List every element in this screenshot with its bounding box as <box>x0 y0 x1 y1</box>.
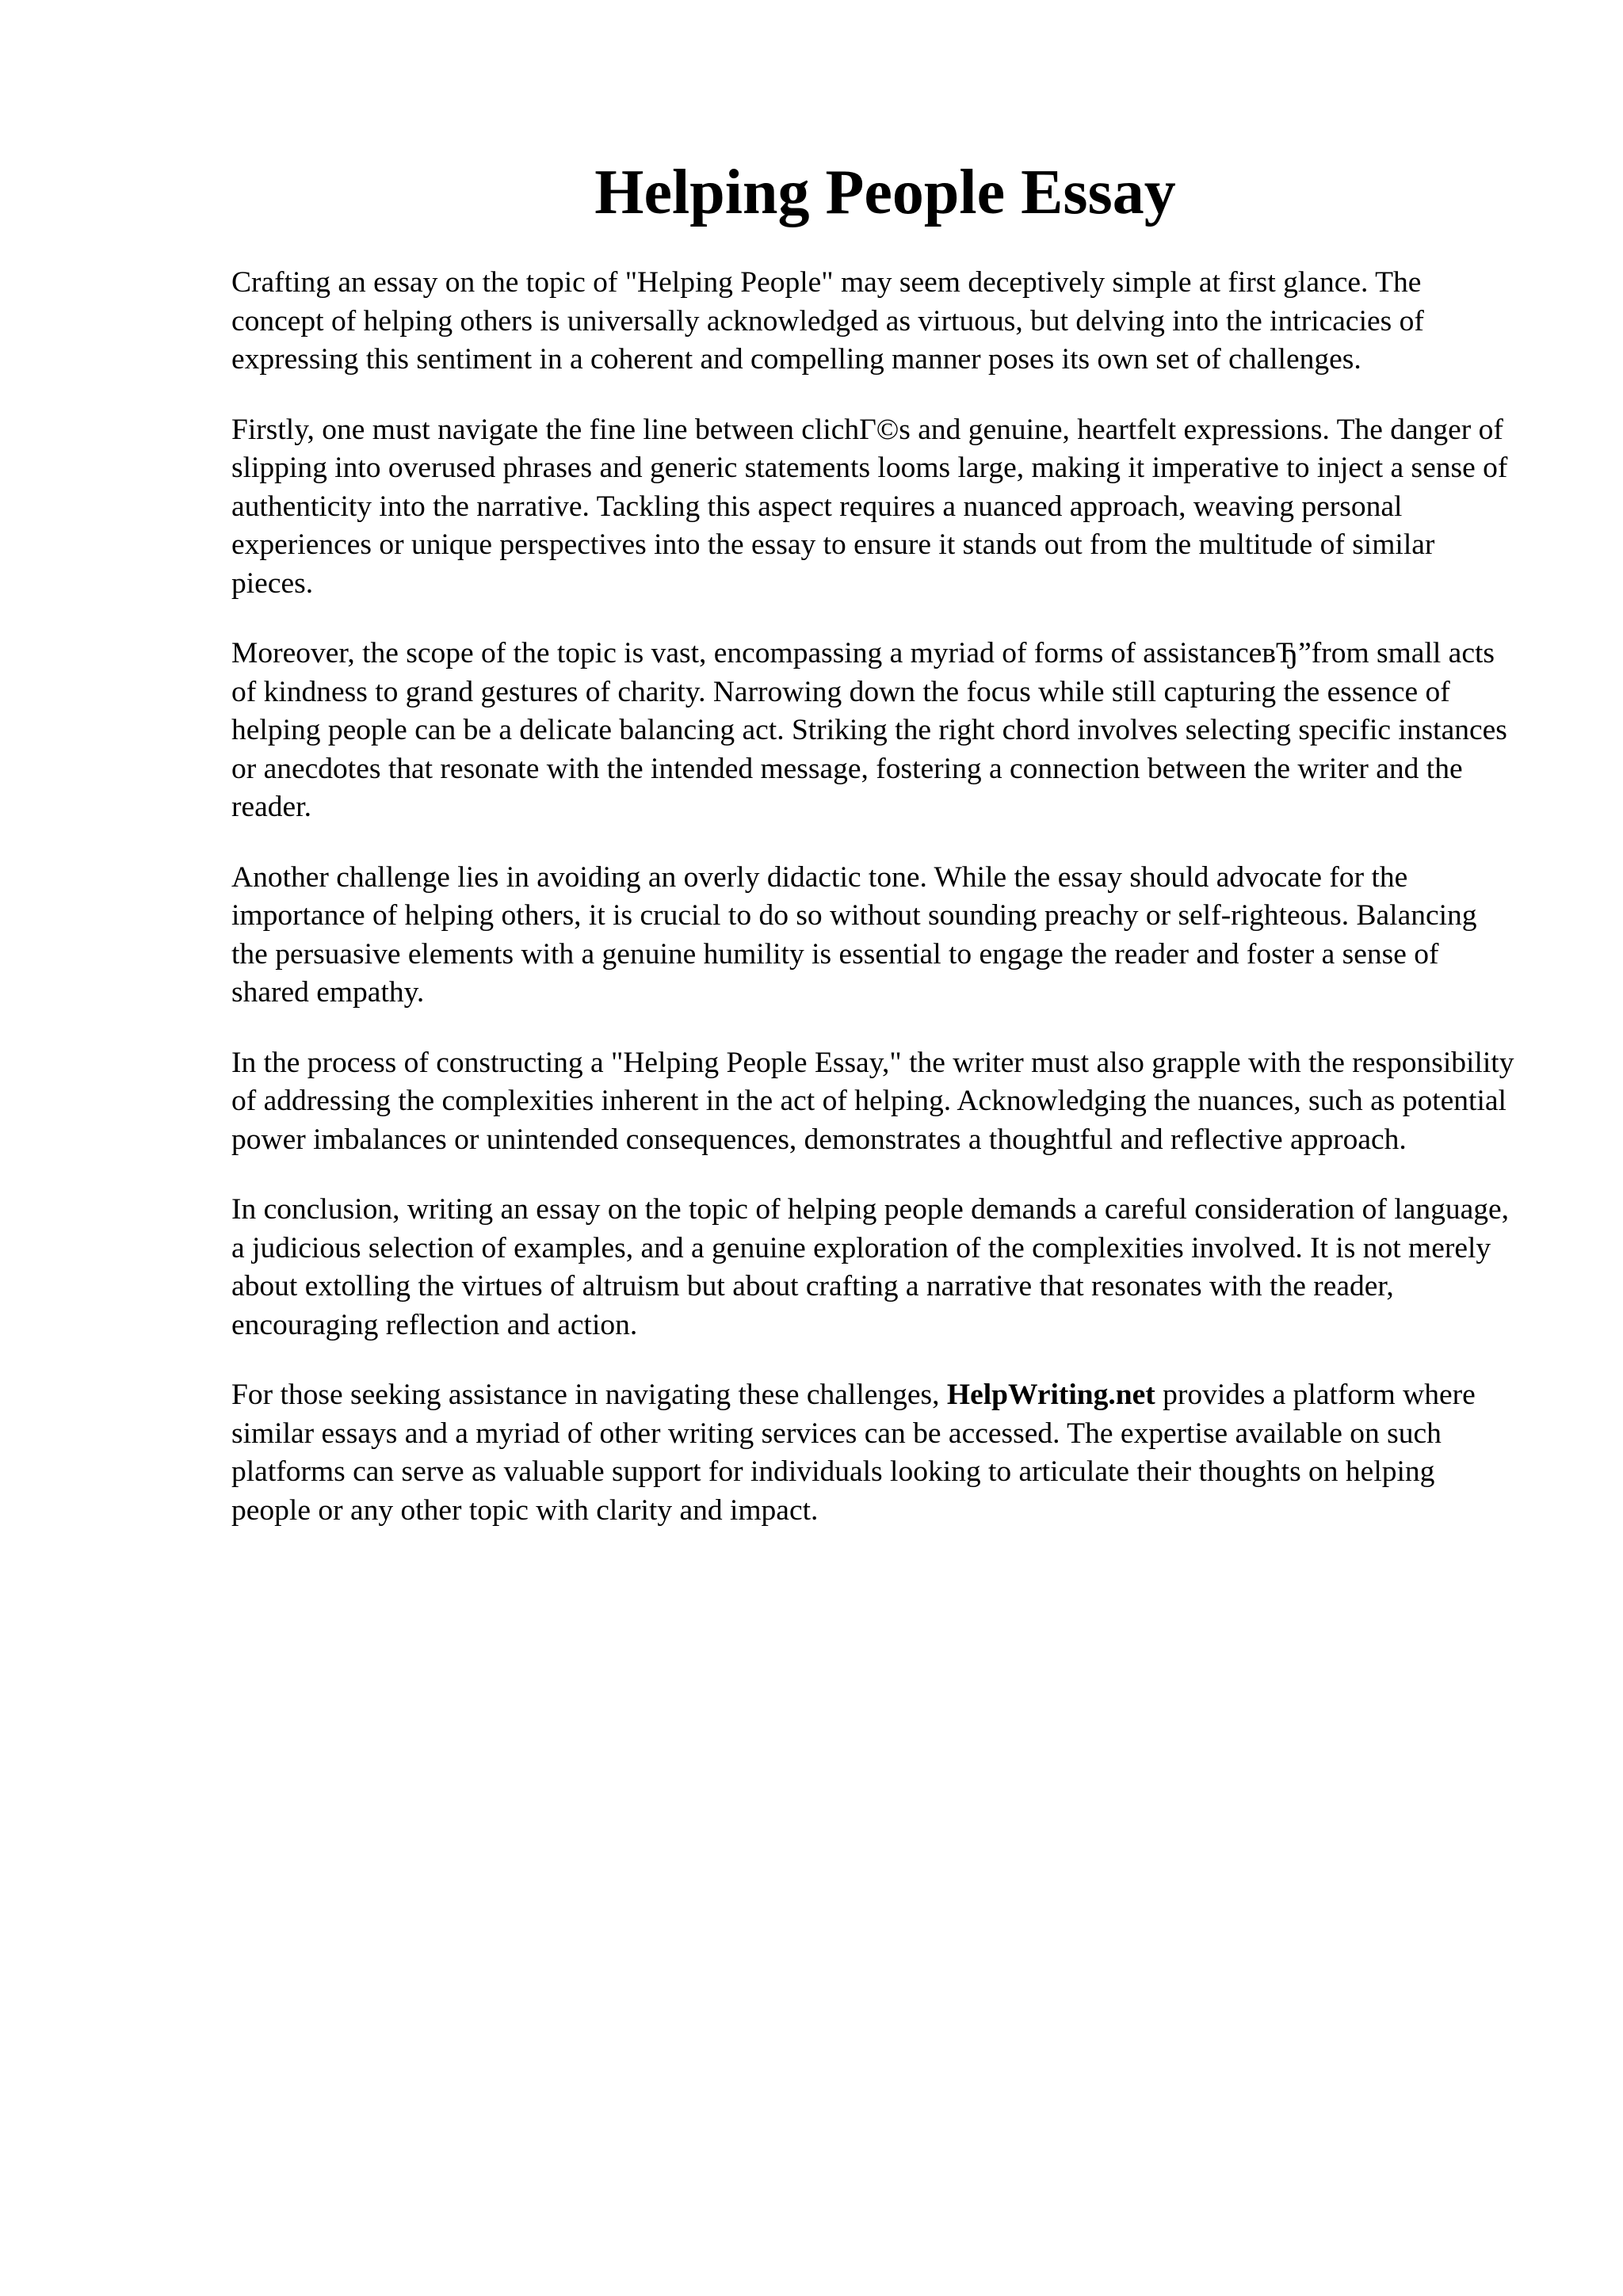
paragraph-closing <box>231 1376 1515 1530</box>
brand-link[interactable]: HelpWriting.net <box>946 1379 1155 1411</box>
closing-text-after: provides a platform where similar essays and a myriad of other writing services can be accessed. The expertise available on such platforms can serve as valuable support for individuals looking to articulate their thoughts on helping people or any other topic with clarity and impact. <box>231 1379 1476 1527</box>
paragraph-intro: Crafting an essay on the topic of "Helping People" may seem deceptively simple at first glance. The concept of helping others is universally acknowledged as virtuous, but delving into the intricacies of expressing this sentiment in a coherent and compelling manner poses its own set of challenges. <box>231 266 1424 376</box>
document-body <box>231 154 1515 1562</box>
closing-text-before: For those seeking assistance in navigating these challenges, <box>231 1379 947 1411</box>
paragraph-conclusion: In conclusion, writing an essay on the topic of helping people demands a careful consideration of language, a judicious selection of examples, and a genuine exploration of the complexities involved. It is not merely about extolling the virtues of altruism but about crafting a narrative that resonates with the reader, encouraging reflection and action. <box>231 1193 1510 1341</box>
paragraph-scope: Moreover, the scope of the topic is vast, encompassing a myriad of forms of assistanceвЂ”from small acts of kindness to grand gestures of charity. Narrowing down the focus while still capturing the essence of helping people can be a delicate balancing act. Striking the right chord involves selecting specific instances or anecdotes that resonate with the intended message, fostering a connection between the writer and the reader. <box>231 637 1507 823</box>
document-title: Helping People Essay <box>594 158 1176 227</box>
paragraph-tone: Another challenge lies in avoiding an overly didactic tone. While the essay should advocate for the importance of helping others, it is crucial to do so without sounding preachy or self-righteous. Balancing the persuasive elements with a genuine humility is essential to engage the reader and foster a sense of shared empathy. <box>231 860 1477 1009</box>
paragraph-cliches: Firstly, one must navigate the fine line between clichГ©s and genuine, heartfelt expressions. The danger of slipping into overused phrases and generic statements looms large, making it imperative to inject a sense of authenticity into the narrative. Tackling this aspect requires a nuanced approach, weaving personal experiences or unique perspectives into the essay to ensure it stands out from the multitude of similar pieces. <box>231 413 1508 600</box>
paragraph-complexities: In the process of constructing a "Helping People Essay," the writer must also grapple with the responsibility of addressing the complexities inherent in the act of helping. Acknowledging the nuances, such as potential power imbalances or unintended consequences, demonstrates a thoughtful and reflective approach. <box>231 1046 1514 1156</box>
